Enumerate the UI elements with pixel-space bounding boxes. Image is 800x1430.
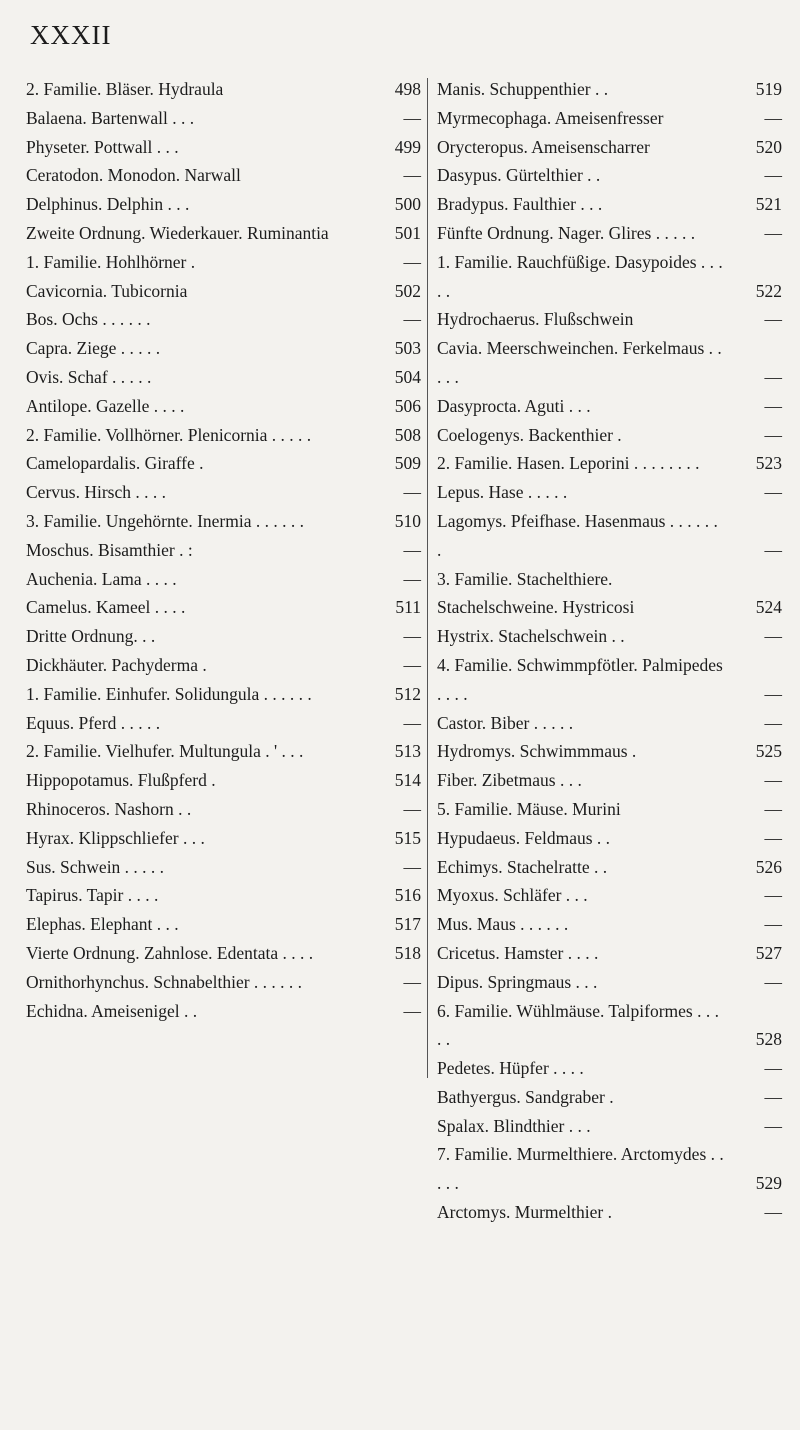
index-entry bbox=[26, 881, 421, 910]
entry-text: Bos. Ochs . . . . . . bbox=[26, 309, 151, 330]
entry-page: — bbox=[764, 309, 782, 330]
entry-page: 500 bbox=[394, 194, 421, 215]
index-entry bbox=[437, 478, 782, 507]
entry-text: Fiber. Zibetmaus . . . bbox=[437, 770, 582, 791]
index-column-left bbox=[26, 75, 421, 1025]
entry-page: — bbox=[764, 395, 782, 416]
entry-page: 510 bbox=[394, 510, 421, 531]
entry-text: Bathyergus. Sandgraber . bbox=[437, 1086, 614, 1107]
entry-page: — bbox=[403, 626, 421, 647]
index-entry bbox=[437, 565, 782, 623]
entry-text: Dickhäuter. Pachyderma . bbox=[26, 654, 207, 675]
index-entry bbox=[26, 219, 421, 248]
entry-text: 5. Familie. Mäuse. Murini bbox=[437, 798, 621, 819]
index-entry bbox=[26, 910, 421, 939]
index-entry bbox=[26, 363, 421, 392]
entry-text: 4. Familie. Schwimmpfötler. Palmipedes . . . . bbox=[437, 654, 723, 704]
entry-page: 522 bbox=[755, 280, 782, 301]
entry-text: Cavia. Meerschweinchen. Ferkelmaus . . . . . bbox=[437, 338, 722, 387]
index-entry bbox=[437, 737, 782, 766]
entry-text: Physeter. Pottwall . . . bbox=[26, 136, 179, 157]
entry-text: Spalax. Blindthier . . . bbox=[437, 1115, 591, 1136]
entry-page: 515 bbox=[394, 827, 421, 848]
index-entry bbox=[26, 161, 421, 190]
entry-text: Zweite Ordnung. Wiederkauer. Ruminantia bbox=[26, 222, 329, 243]
index-entry bbox=[437, 248, 782, 306]
index-entry bbox=[26, 277, 421, 306]
entry-text: Pedetes. Hüpfer . . . . bbox=[437, 1058, 584, 1079]
entry-page: — bbox=[764, 712, 782, 733]
entry-text: Capra. Ziege . . . . . bbox=[26, 338, 161, 359]
index-entry bbox=[26, 709, 421, 738]
index-entry bbox=[26, 449, 421, 478]
entry-page: 516 bbox=[394, 885, 421, 906]
entry-page: — bbox=[764, 222, 782, 243]
index-entry bbox=[437, 104, 782, 133]
entry-text: Orycteropus. Ameisenscharrer bbox=[437, 136, 650, 157]
entry-text: Hydrochaerus. Flußschwein bbox=[437, 309, 634, 330]
index-entry bbox=[26, 507, 421, 536]
entry-page: 526 bbox=[755, 856, 782, 877]
index-entry bbox=[26, 766, 421, 795]
entry-page: — bbox=[403, 309, 421, 330]
entry-page: 518 bbox=[394, 942, 421, 963]
entry-text: Ceratodon. Monodon. Narwall bbox=[26, 165, 241, 186]
entry-page: — bbox=[764, 827, 782, 848]
entry-page: — bbox=[764, 1058, 782, 1079]
index-entry bbox=[437, 910, 782, 939]
entry-page: — bbox=[764, 107, 782, 128]
entry-page: — bbox=[764, 971, 782, 992]
index-entry bbox=[26, 622, 421, 651]
column-divider bbox=[427, 78, 428, 1078]
entry-page: 520 bbox=[755, 136, 782, 157]
entry-page: 512 bbox=[394, 683, 421, 704]
index-entry bbox=[26, 997, 421, 1026]
entry-text: Hippopotamus. Flußpferd . bbox=[26, 770, 216, 791]
index-entry bbox=[437, 190, 782, 219]
index-entry bbox=[26, 680, 421, 709]
entry-text: Vierte Ordnung. Zahnlose. Edentata . . . . bbox=[26, 942, 314, 963]
index-entry bbox=[26, 334, 421, 363]
index-entry bbox=[437, 1112, 782, 1141]
index-entry bbox=[437, 334, 782, 392]
entry-page: 519 bbox=[755, 79, 782, 99]
index-entry bbox=[26, 248, 421, 277]
index-entry bbox=[437, 133, 782, 162]
index-entry bbox=[437, 1140, 782, 1198]
entry-text: 1. Familie. Einhufer. Solidungula . . . . . . bbox=[26, 683, 312, 704]
entry-text: Ovis. Schaf . . . . . bbox=[26, 366, 152, 387]
entry-page: 514 bbox=[394, 770, 421, 791]
index-entry bbox=[26, 104, 421, 133]
entry-text: 2. Familie. Vollhörner. Plenicornia . . . . . bbox=[26, 424, 312, 445]
index-entry bbox=[437, 795, 782, 824]
entry-text: Lagomys. Pfeifhase. Hasenmaus . . . . . . . bbox=[437, 510, 718, 560]
entry-page: — bbox=[403, 107, 421, 128]
index-entry bbox=[26, 536, 421, 565]
index-entry bbox=[26, 593, 421, 622]
index-entry bbox=[26, 190, 421, 219]
entry-text: Myoxus. Schläfer . . . bbox=[437, 885, 588, 906]
entry-text: Dipus. Springmaus . . . bbox=[437, 971, 598, 992]
entry-text: Dasyprocta. Aguti . . . bbox=[437, 395, 591, 416]
entry-text: Sus. Schwein . . . . . bbox=[26, 856, 165, 877]
index-entry bbox=[26, 737, 421, 766]
index-entry bbox=[437, 1054, 782, 1083]
entry-page: 524 bbox=[755, 597, 782, 618]
entry-text: 2. Familie. Vielhufer. Multungula . ' . . . bbox=[26, 741, 304, 762]
entry-page: — bbox=[403, 856, 421, 877]
entry-text: Dritte Ordnung. . . bbox=[26, 626, 156, 647]
index-entry bbox=[26, 968, 421, 997]
entry-page: 508 bbox=[394, 424, 421, 445]
entry-text: Balaena. Bartenwall . . . bbox=[26, 107, 195, 128]
entry-text: 2. Familie. Bläser. Hydraula bbox=[26, 79, 224, 99]
index-entry bbox=[437, 507, 782, 565]
entry-page: — bbox=[764, 914, 782, 935]
entry-text: Hypudaeus. Feldmaus . . bbox=[437, 827, 611, 848]
index-column-right bbox=[437, 75, 782, 1227]
entry-text: Tapirus. Tapir . . . . bbox=[26, 885, 159, 906]
entry-page: — bbox=[764, 770, 782, 791]
entry-text: 1. Familie. Rauchfüßige. Dasypoides . . . . . bbox=[437, 251, 723, 301]
index-entry bbox=[437, 219, 782, 248]
index-entry bbox=[437, 997, 782, 1055]
entry-text: Cricetus. Hamster . . . . bbox=[437, 942, 599, 963]
entry-text: 7. Familie. Murmelthiere. Arctomydes . . . . . bbox=[437, 1144, 724, 1194]
entry-text: Manis. Schuppenthier . . bbox=[437, 79, 609, 99]
entry-text: Bradypus. Faulthier . . . bbox=[437, 194, 603, 215]
index-entry bbox=[437, 651, 782, 709]
entry-text: Hyrax. Klippschliefer . . . bbox=[26, 827, 205, 848]
entry-text: Fünfte Ordnung. Nager. Glires . . . . . bbox=[437, 222, 696, 243]
index-entry bbox=[437, 853, 782, 882]
index-entry bbox=[26, 651, 421, 680]
index-entry bbox=[26, 565, 421, 594]
entry-text: Antilope. Gazelle . . . . bbox=[26, 395, 185, 416]
entry-text: Myrmecophaga. Ameisenfresser bbox=[437, 107, 664, 128]
entry-text: 1. Familie. Hohlhörner . bbox=[26, 251, 196, 272]
index-entry bbox=[26, 421, 421, 450]
entry-page: 527 bbox=[755, 942, 782, 963]
entry-page: — bbox=[403, 482, 421, 503]
index-entry bbox=[437, 75, 782, 104]
entry-page: — bbox=[403, 712, 421, 733]
entry-page: — bbox=[764, 885, 782, 906]
index-entry bbox=[437, 939, 782, 968]
entry-page: 503 bbox=[394, 338, 421, 359]
index-entry bbox=[437, 968, 782, 997]
index-entry bbox=[437, 305, 782, 334]
entry-page: — bbox=[403, 165, 421, 186]
entry-page: 498 bbox=[394, 79, 421, 99]
entry-page: 521 bbox=[755, 194, 782, 215]
index-entry bbox=[437, 709, 782, 738]
entry-page: 509 bbox=[394, 453, 421, 474]
entry-page: 517 bbox=[394, 914, 421, 935]
index-entry bbox=[437, 421, 782, 450]
entry-page: — bbox=[403, 798, 421, 819]
entry-page: — bbox=[764, 539, 782, 560]
entry-page: 528 bbox=[755, 1029, 782, 1050]
index-entry bbox=[26, 75, 421, 104]
index-entry bbox=[26, 795, 421, 824]
entry-text: Lepus. Hase . . . . . bbox=[437, 482, 568, 503]
entry-page: — bbox=[403, 654, 421, 675]
entry-text: 3. Familie. Ungehörnte. Inermia . . . . . . bbox=[26, 510, 304, 531]
entry-page: 504 bbox=[394, 366, 421, 387]
entry-page: 523 bbox=[755, 453, 782, 474]
index-entry bbox=[26, 478, 421, 507]
entry-page: — bbox=[403, 251, 421, 272]
entry-page: 513 bbox=[394, 741, 421, 762]
index-entry bbox=[26, 824, 421, 853]
index-entry bbox=[437, 1083, 782, 1112]
entry-text: Hydromys. Schwimmmaus . bbox=[437, 741, 637, 762]
entry-text: Echidna. Ameisenigel . . bbox=[26, 1000, 198, 1021]
entry-text: Mus. Maus . . . . . . bbox=[437, 914, 569, 935]
entry-text: Elephas. Elephant . . . bbox=[26, 914, 179, 935]
entry-page: 525 bbox=[755, 741, 782, 762]
entry-page: — bbox=[764, 683, 782, 704]
entry-page: 499 bbox=[394, 136, 421, 157]
entry-text: 3. Familie. Stachelthiere. Stachelschweine. Hystricosi bbox=[437, 568, 635, 618]
index-entry bbox=[26, 392, 421, 421]
entry-page: — bbox=[403, 1000, 421, 1021]
entry-text: Hystrix. Stachelschwein . . bbox=[437, 626, 625, 647]
entry-text: Camelus. Kameel . . . . bbox=[26, 597, 186, 618]
entry-text: Coelogenys. Backenthier . bbox=[437, 424, 622, 445]
index-entry bbox=[26, 133, 421, 162]
index-entry bbox=[437, 161, 782, 190]
entry-page: — bbox=[764, 798, 782, 819]
entry-page: — bbox=[764, 366, 782, 387]
entry-page: 506 bbox=[394, 395, 421, 416]
entry-page: — bbox=[764, 1115, 782, 1136]
entry-page: 529 bbox=[755, 1173, 782, 1194]
entry-page: — bbox=[403, 971, 421, 992]
entry-text: 6. Familie. Wühlmäuse. Talpiformes . . . . . bbox=[437, 1000, 719, 1050]
entry-page: — bbox=[764, 626, 782, 647]
entry-text: Cavicornia. Tubicornia bbox=[26, 280, 188, 301]
entry-text: Rhinoceros. Nashorn . . bbox=[26, 798, 192, 819]
entry-page: — bbox=[764, 165, 782, 186]
index-entry bbox=[437, 1198, 782, 1227]
entry-page: — bbox=[764, 424, 782, 445]
index-entry bbox=[437, 622, 782, 651]
index-entry bbox=[437, 766, 782, 795]
index-entry bbox=[437, 449, 782, 478]
entry-text: Moschus. Bisamthier . : bbox=[26, 539, 193, 560]
entry-text: 2. Familie. Hasen. Leporini . . . . . . . . bbox=[437, 453, 700, 474]
index-entry bbox=[437, 824, 782, 853]
entry-text: Echimys. Stachelratte . . bbox=[437, 856, 608, 877]
entry-page: 511 bbox=[395, 597, 421, 618]
entry-page: — bbox=[403, 568, 421, 589]
entry-page: — bbox=[764, 1086, 782, 1107]
entry-text: Ornithorhynchus. Schnabelthier . . . . . . bbox=[26, 971, 303, 992]
index-entry bbox=[26, 305, 421, 334]
page-number: XXXII bbox=[30, 20, 112, 50]
entry-page: — bbox=[764, 482, 782, 503]
index-entry bbox=[437, 392, 782, 421]
entry-page: 502 bbox=[394, 280, 421, 301]
entry-text: Delphinus. Delphin . . . bbox=[26, 194, 190, 215]
entry-text: Camelopardalis. Giraffe . bbox=[26, 453, 204, 474]
entry-page: — bbox=[403, 539, 421, 560]
entry-text: Cervus. Hirsch . . . . bbox=[26, 482, 166, 503]
entry-text: Arctomys. Murmelthier . bbox=[437, 1202, 612, 1223]
index-entry bbox=[437, 881, 782, 910]
entry-text: Dasypus. Gürtelthier . . bbox=[437, 165, 601, 186]
entry-text: Auchenia. Lama . . . . bbox=[26, 568, 177, 589]
entry-text: Castor. Biber . . . . . bbox=[437, 712, 574, 733]
entry-page: 501 bbox=[394, 222, 421, 243]
index-entry bbox=[26, 939, 421, 968]
entry-page: — bbox=[764, 1202, 782, 1223]
index-entry bbox=[26, 853, 421, 882]
entry-text: Equus. Pferd . . . . . bbox=[26, 712, 161, 733]
